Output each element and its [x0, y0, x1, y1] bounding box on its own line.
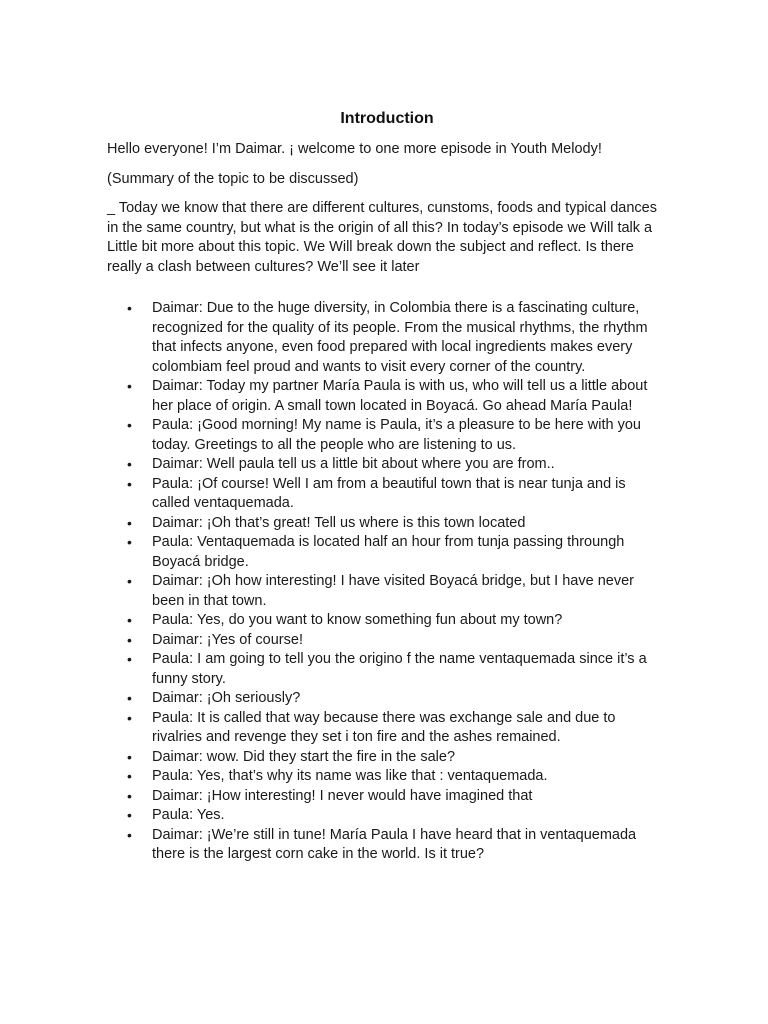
bullet-icon: •: [127, 456, 132, 472]
dialogue-item: [107, 748, 667, 768]
dialogue-item: [107, 611, 667, 631]
dialogue-item: [107, 533, 667, 572]
bullet-icon: •: [127, 475, 132, 492]
dialogue-text: Paula: It is called that way because there was exchange sale and due to rivalries and revenge they set i ton fire and the ashes remained.: [152, 709, 616, 745]
dialogue-item: [107, 475, 667, 514]
dialogue-item: [107, 455, 667, 475]
bullet-icon: •: [127, 631, 132, 648]
intro-paragraph: _ Today we know that there are different cultures, cunstoms, foods and typical dances in the same country, but what is the origin of all this? In today’s episode we Will talk a Little bit more about this topic. We Will break down the subject and reflect. Is there really a clash between cultures? We’ll see it later: [107, 200, 657, 275]
dialogue-text: Paula: Yes, do you want to know something fun about my town?: [152, 612, 563, 628]
dialogue-text: Paula: ¡Good morning! My name is Paula, it’s a pleasure to be here with you today. Greetings to all the people who are listening to us.: [152, 417, 641, 453]
dialogue-text: Paula: Yes.: [152, 807, 225, 823]
bullet-icon: •: [127, 768, 132, 784]
bullet-icon: •: [127, 534, 132, 550]
greeting-paragraph: Hello everyone! I’m Daimar. ¡ welcome to one more episode in Youth Melody!: [107, 141, 602, 157]
bullet-icon: •: [127, 748, 132, 765]
dialogue-item: [107, 572, 667, 611]
summary-paragraph: (Summary of the topic to be discussed): [107, 170, 359, 187]
bullet-icon: •: [127, 826, 132, 843]
dialogue-item: [107, 806, 667, 826]
document-title: Introduction: [340, 110, 434, 127]
bullet-icon: •: [127, 787, 132, 804]
dialogue-item: [107, 416, 667, 455]
dialogue-item: [107, 787, 667, 807]
dialogue-text: Paula: Ventaquemada is located half an hour from tunja passing throungh Boyacá bridge.: [152, 534, 625, 570]
bullet-icon: •: [127, 514, 132, 531]
bullet-icon: •: [127, 378, 132, 394]
dialogue-item: [107, 826, 667, 865]
bullet-icon: •: [127, 573, 132, 589]
dialogue-list: [107, 299, 667, 865]
dialogue-text: Paula: ¡Of course! Well I am from a beautiful town that is near tunja and is called ventaquemada.: [152, 475, 626, 511]
dialogue-text: Daimar: ¡How interesting! I never would have imagined that: [152, 787, 533, 804]
dialogue-item: [107, 689, 667, 709]
dialogue-item: [107, 299, 667, 377]
dialogue-text: Paula: Yes, that’s why its name was like that : ventaquemada.: [152, 768, 548, 784]
document-body: [107, 108, 667, 865]
bullet-icon: •: [127, 709, 132, 726]
dialogue-text: Daimar: ¡Yes of course!: [152, 631, 303, 648]
dialogue-item: [107, 650, 667, 689]
bullet-icon: •: [127, 300, 132, 316]
dialogue-text: Daimar: wow. Did they start the fire in the sale?: [152, 748, 456, 765]
dialogue-text: Daimar: Today my partner María Paula is with us, who will tell us a little about her place of origin. A small town located in Boyacá. Go ahead María Paula!: [152, 378, 648, 414]
bullet-icon: •: [127, 690, 132, 706]
dialogue-item: [107, 514, 667, 534]
dialogue-item: [107, 377, 667, 416]
bullet-icon: •: [127, 807, 132, 823]
dialogue-item: [107, 709, 667, 748]
dialogue-text: Daimar: ¡We’re still in tune! María Paula I have heard that in ventaquemada there is the largest corn cake in the world. Is it true?: [152, 826, 637, 862]
bullet-icon: •: [127, 651, 132, 667]
dialogue-text: Daimar: ¡Oh that’s great! Tell us where is this town located: [152, 514, 526, 531]
dialogue-item: [107, 767, 667, 787]
dialogue-item: [107, 631, 667, 651]
dialogue-text: Daimar: ¡Oh seriously?: [152, 690, 301, 706]
dialogue-text: Daimar: Well paula tell us a little bit about where you are from..: [152, 456, 555, 472]
dialogue-text: Paula: I am going to tell you the origino f the name ventaquemada since it’s a funny story.: [152, 651, 647, 687]
bullet-icon: •: [127, 612, 132, 628]
bullet-icon: •: [127, 417, 132, 433]
dialogue-text: Daimar: Due to the huge diversity, in Colombia there is a fascinating culture, recognized for the quality of its people. From the musical rhythms, the rhythm that infects anyone, even food prepared with local ingredients makes every colombiam feel proud and wants to visit every corner of the country.: [152, 300, 648, 375]
dialogue-text: Daimar: ¡Oh how interesting! I have visited Boyacá bridge, but I have never been in that town.: [152, 573, 634, 609]
